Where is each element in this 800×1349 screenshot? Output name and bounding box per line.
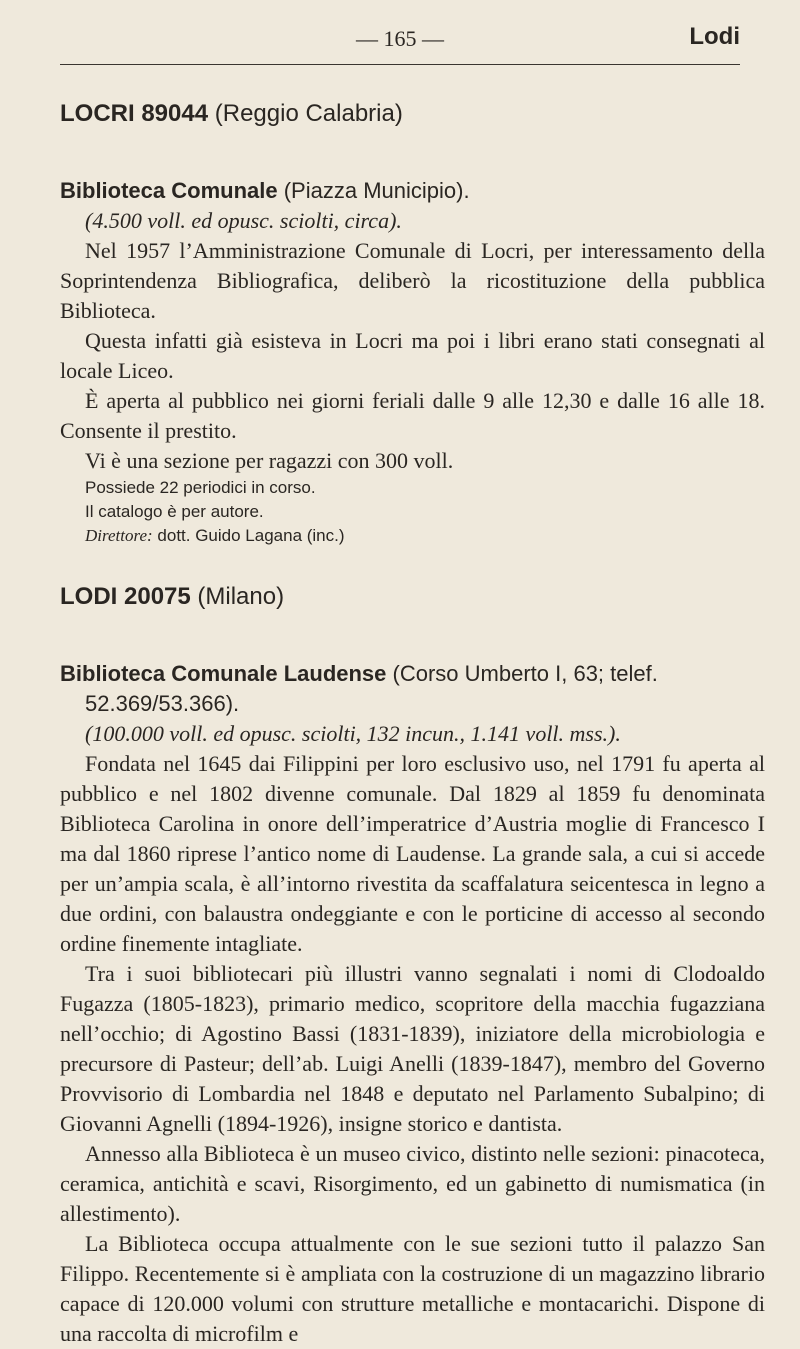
director-line: Direttore: dott. Guido Lagana (inc.) <box>85 526 345 545</box>
library-title-lodi: Biblioteca Comunale Laudense (Corso Umberto I, 63; telef. 52.369/53.366). <box>60 661 658 716</box>
holdings-lodi: (100.000 voll. ed opusc. sciolti, 132 incun., 1.141 voll. mss.). <box>85 721 621 746</box>
paragraph: La Biblioteca occupa attualmente con le sue sezioni tutto il palazzo San Filippo. Recentemente si è ampliata con la costruzione di un magazzino librario capace di 120.000 volumi con strutture metalliche e montacarichi. Dispone di una raccolta di microfilm e <box>60 1231 765 1346</box>
library-title-locri: Biblioteca Comunale (Piazza Municipio). <box>60 178 470 203</box>
note: Possiede 22 periodici in corso. <box>85 478 316 497</box>
paragraph: Annesso alla Biblioteca è un museo civico, distinto nelle sezioni: pinacoteca, ceramica, antichità e scavi, Risorgimento, ed un gabinetto di numismatica (in allestimento). <box>60 1141 765 1226</box>
paragraph: È aperta al pubblico nei giorni feriali dalle 9 alle 12,30 e dalle 16 alle 18. Consente il prestito. <box>60 388 765 443</box>
page-number: — 165 — <box>356 26 444 51</box>
paragraph: Fondata nel 1645 dai Filippini per loro esclusivo uso, nel 1791 fu aperta al pubblico e nel 1802 divenne comunale. Dal 1829 al 1859 fu denominata Biblioteca Carolina in onore dell’imperatrice d’Austria moglie di Francesco I ma dal 1860 riprese l’antico nome di Laudense. La grande sala, a cui si accede per un’ampia scala, è all’intorno rivestita da scaffalatura seicentesca in legno a due ordini, con balaustra ondeggiante e con le porticine di accesso al secondo ordine finemente intagliate. <box>60 751 765 956</box>
page-content <box>60 100 765 1349</box>
paragraph: Nel 1957 l’Amministrazione Comunale di Locri, per interessamento della Soprintendenza Bibliografica, deliberò la ricostituzione della pubblica Biblioteca. <box>60 238 765 323</box>
page-header <box>60 20 740 65</box>
running-head: Lodi <box>689 23 740 50</box>
paragraph: Vi è una sezione per ragazzi con 300 voll. <box>85 448 454 473</box>
city-heading-lodi: LODI 20075 (Milano) <box>60 583 285 610</box>
paragraph: Tra i suoi bibliotecari più illustri vanno segnalati i nomi di Clodoaldo Fugazza (1805-1823), primario medico, scopritore della macchia fugazziana nell’occhio; di Agostino Bassi (1831-1839), iniziatore della microbiologia e precursore di Pasteur; dell’ab. Luigi Anelli (1839-1847), membro del Governo Provvisorio di Lombardia nel 1848 e deputato nel Parlamento Subalpino; di Giovanni Agnelli (1894-1926), insigne storico e dantista. <box>60 961 765 1136</box>
holdings-locri: (4.500 voll. ed opusc. sciolti, circa). <box>85 208 402 233</box>
note: Il catalogo è per autore. <box>85 502 264 521</box>
paragraph: Questa infatti già esisteva in Locri ma poi i libri erano stati consegnati al locale Liceo. <box>60 328 765 383</box>
city-heading-locri: LOCRI 89044 (Reggio Calabria) <box>60 100 403 127</box>
